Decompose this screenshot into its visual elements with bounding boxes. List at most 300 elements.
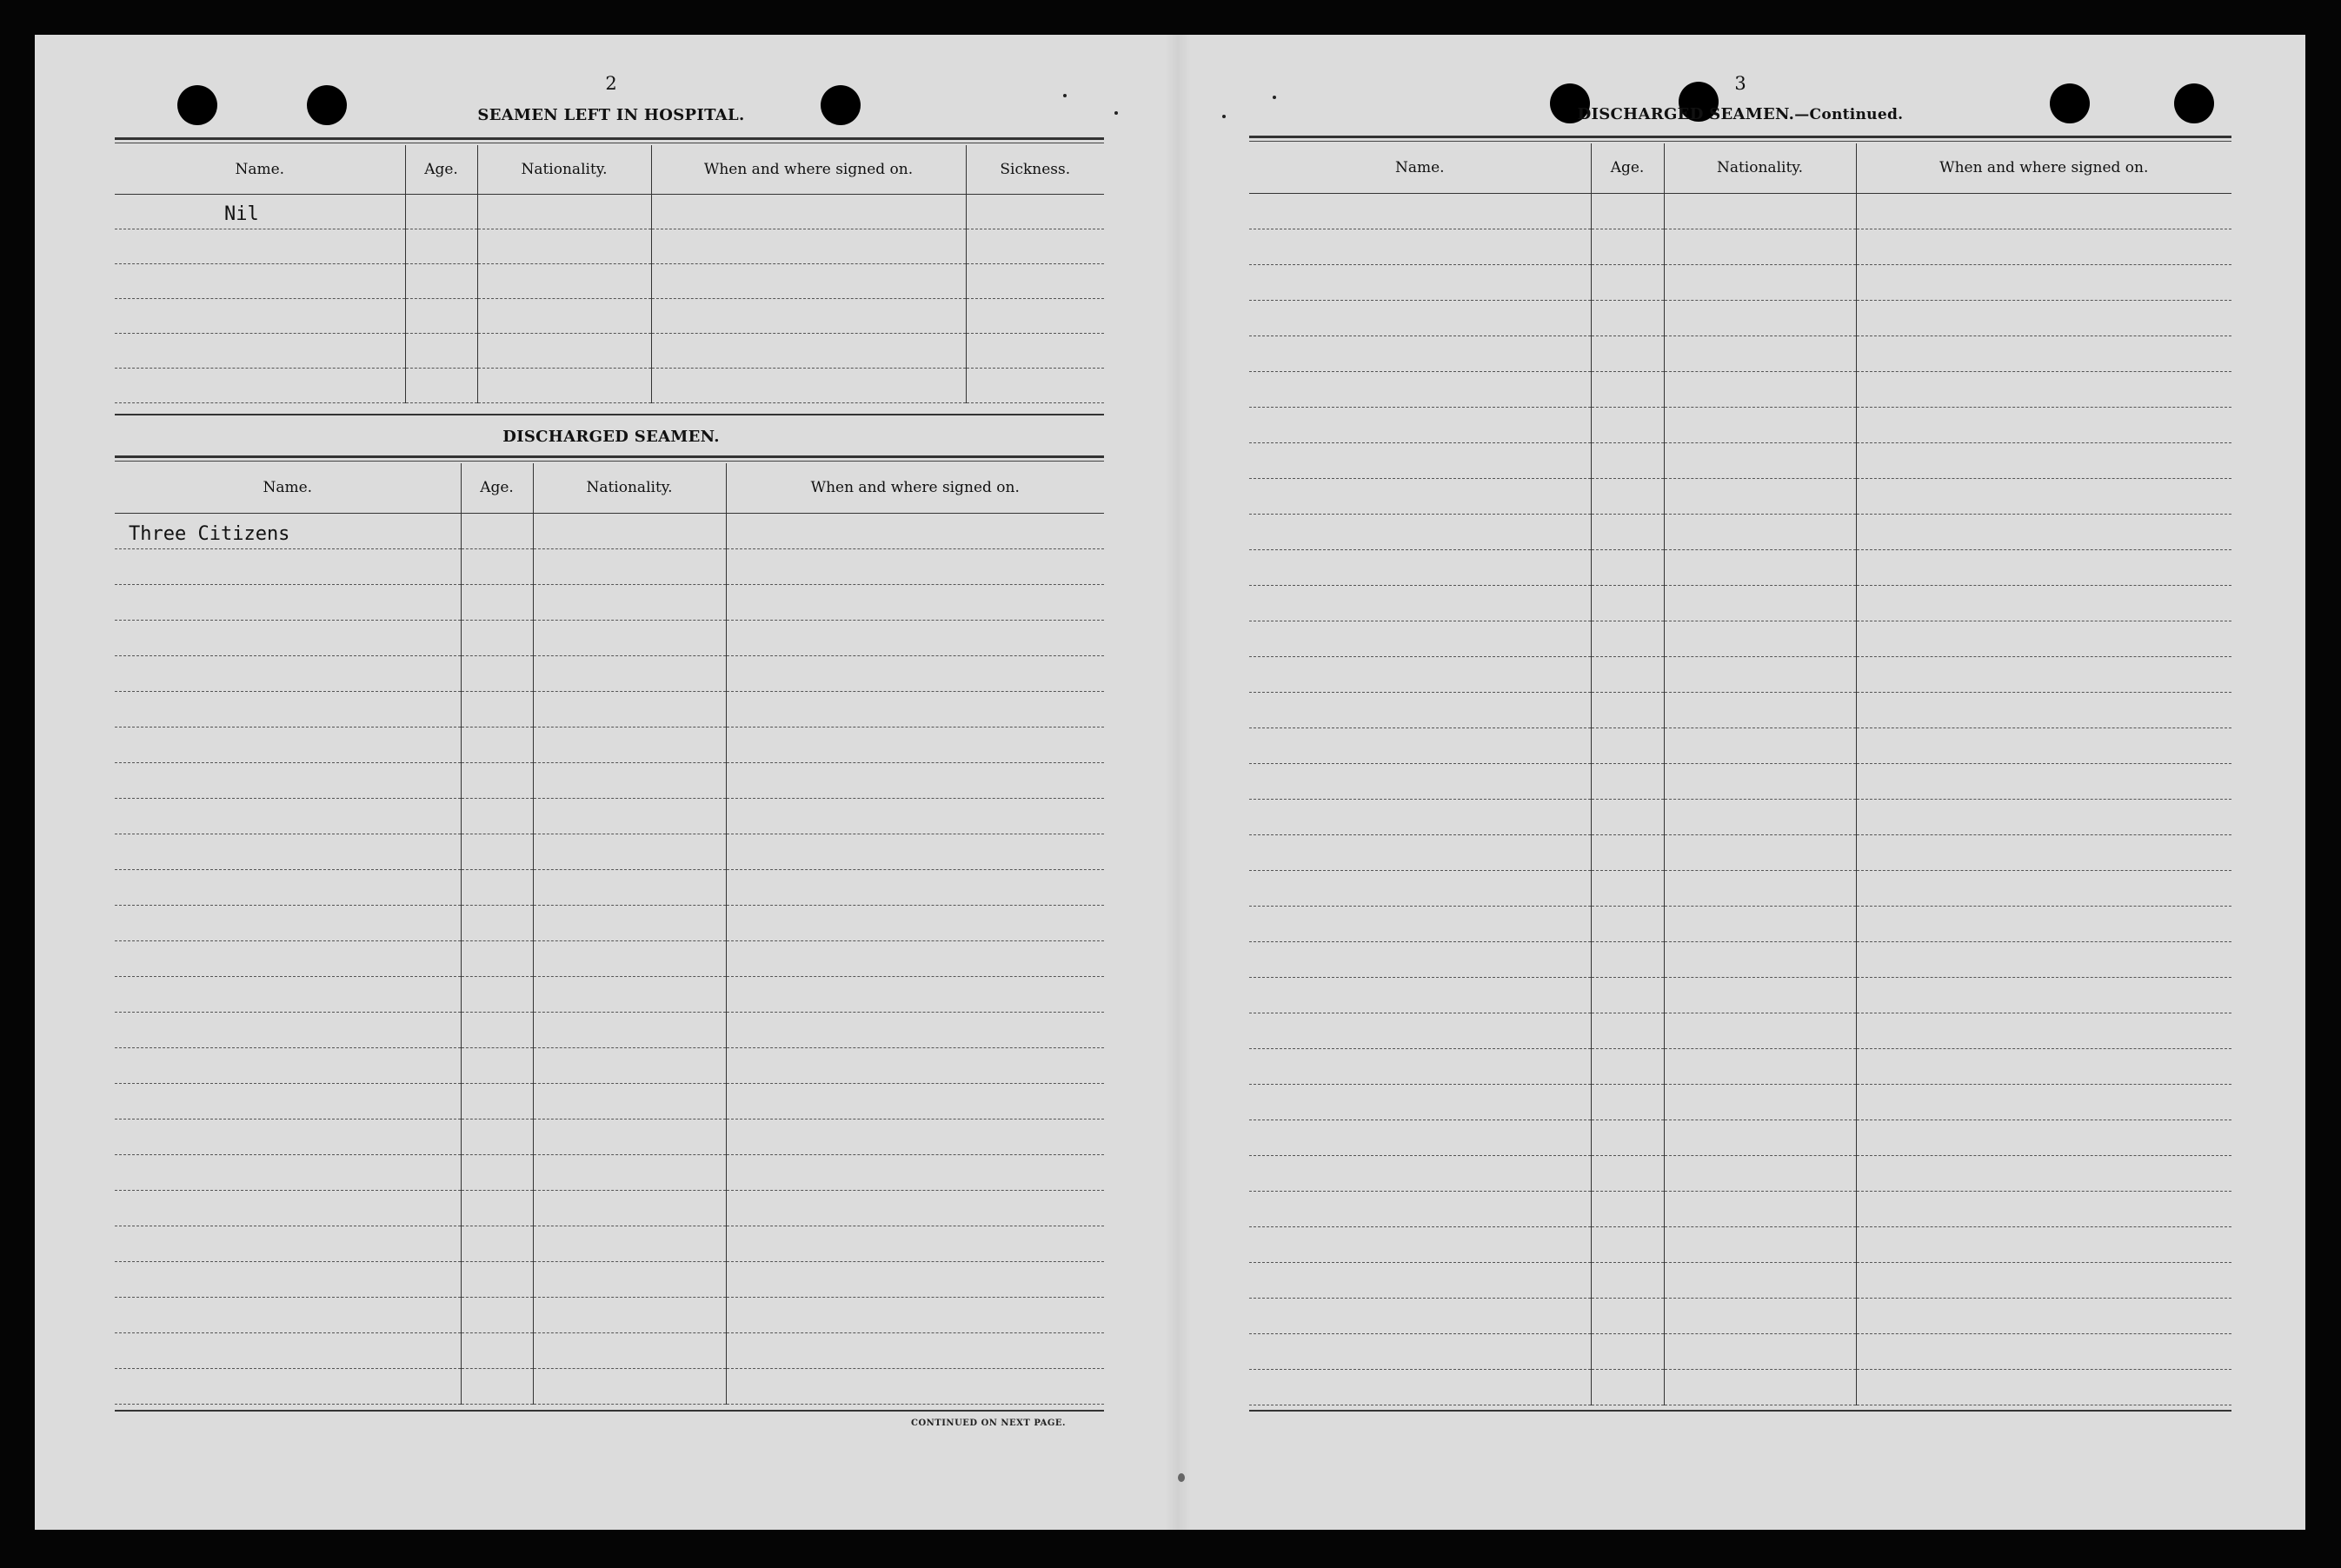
table-row bbox=[115, 584, 1104, 620]
table-cell bbox=[1249, 656, 1591, 692]
table-cell bbox=[477, 368, 651, 402]
table-row bbox=[115, 655, 1104, 691]
table-cell bbox=[115, 548, 461, 584]
column-header: Age. bbox=[1591, 143, 1664, 193]
table-cell bbox=[726, 1119, 1104, 1154]
table-cell bbox=[461, 1332, 533, 1368]
table-cell bbox=[115, 333, 405, 368]
table-cell bbox=[115, 834, 461, 869]
table-cell bbox=[533, 584, 726, 620]
column-header: Name. bbox=[115, 463, 461, 513]
table-cell bbox=[533, 513, 726, 548]
table-cell bbox=[1249, 1155, 1591, 1191]
punch-hole bbox=[2174, 83, 2214, 123]
table-cell bbox=[405, 229, 477, 263]
table-row bbox=[115, 1154, 1104, 1190]
page-number-left: 2 bbox=[605, 73, 617, 94]
table-cell bbox=[1856, 1369, 2231, 1405]
table-cell bbox=[461, 1226, 533, 1261]
table-cell bbox=[1664, 870, 1856, 906]
table-row bbox=[115, 620, 1104, 655]
table-cell bbox=[726, 905, 1104, 940]
table-cell bbox=[1591, 264, 1664, 300]
table-cell bbox=[651, 263, 966, 298]
table-row bbox=[115, 298, 1104, 333]
discharged-table bbox=[115, 463, 1104, 1405]
table-cell bbox=[1591, 585, 1664, 621]
table-cell bbox=[461, 1012, 533, 1047]
table-cell bbox=[1591, 549, 1664, 585]
table-cell bbox=[477, 298, 651, 333]
table-cell bbox=[1664, 193, 1856, 229]
table-cell bbox=[1249, 1191, 1591, 1226]
table-cell bbox=[1664, 1226, 1856, 1262]
table-cell bbox=[1856, 514, 2231, 549]
table-row bbox=[115, 263, 1104, 298]
table-row bbox=[1249, 229, 2231, 264]
table-cell bbox=[1664, 407, 1856, 442]
table-row bbox=[115, 1332, 1104, 1368]
table-cell bbox=[533, 1261, 726, 1297]
table-cell bbox=[115, 1012, 461, 1047]
table-cell bbox=[461, 1368, 533, 1404]
table-cell bbox=[651, 368, 966, 402]
table-cell bbox=[726, 620, 1104, 655]
table-cell bbox=[115, 727, 461, 762]
table-cell bbox=[1856, 834, 2231, 870]
table-cell bbox=[1664, 799, 1856, 834]
table-cell bbox=[115, 584, 461, 620]
table-row bbox=[1249, 407, 2231, 442]
table-cell bbox=[115, 620, 461, 655]
table-row bbox=[1249, 371, 2231, 407]
table-row bbox=[115, 1190, 1104, 1226]
table-cell bbox=[461, 727, 533, 762]
punch-hole bbox=[177, 85, 217, 125]
top-rule-right-thin bbox=[1249, 141, 2231, 142]
right-section-title bbox=[1578, 105, 1904, 123]
table-cell bbox=[1249, 799, 1591, 834]
table-cell bbox=[1249, 1262, 1591, 1298]
table-cell bbox=[1664, 1155, 1856, 1191]
table-cell bbox=[1591, 229, 1664, 264]
table-cell bbox=[966, 298, 1104, 333]
table-cell bbox=[533, 1190, 726, 1226]
table-cell bbox=[1856, 1048, 2231, 1084]
table-row bbox=[115, 1261, 1104, 1297]
table-row bbox=[1249, 763, 2231, 799]
table-cell bbox=[1591, 799, 1664, 834]
table-cell bbox=[1664, 300, 1856, 336]
table-cell bbox=[1856, 1298, 2231, 1333]
table-cell bbox=[1856, 1262, 2231, 1298]
table-cell bbox=[1856, 977, 2231, 1013]
table-cell bbox=[1664, 1120, 1856, 1155]
table-cell bbox=[461, 1261, 533, 1297]
table-cell bbox=[1249, 728, 1591, 763]
hospital-bottom-rule bbox=[115, 414, 1104, 415]
table-cell bbox=[477, 333, 651, 368]
table-cell bbox=[726, 1261, 1104, 1297]
table-row bbox=[1249, 1084, 2231, 1120]
table-row bbox=[115, 798, 1104, 834]
table-cell bbox=[1591, 1298, 1664, 1333]
table-cell bbox=[1249, 692, 1591, 728]
table-cell bbox=[1249, 1048, 1591, 1084]
table-cell bbox=[461, 548, 533, 584]
table-cell bbox=[115, 940, 461, 976]
table-cell bbox=[726, 1083, 1104, 1119]
table-cell bbox=[1664, 1013, 1856, 1048]
table-cell bbox=[1664, 1333, 1856, 1369]
table-row bbox=[115, 691, 1104, 727]
table-cell bbox=[1591, 300, 1664, 336]
table-row bbox=[1249, 728, 2231, 763]
table-cell bbox=[405, 263, 477, 298]
table-cell bbox=[1591, 941, 1664, 977]
page-fold bbox=[1165, 35, 1191, 1530]
table-row bbox=[1249, 264, 2231, 300]
column-header: Nationality. bbox=[1664, 143, 1856, 193]
table-cell bbox=[477, 263, 651, 298]
table-cell bbox=[726, 513, 1104, 548]
table-cell bbox=[1591, 977, 1664, 1013]
table-cell bbox=[461, 976, 533, 1012]
table-cell bbox=[1591, 1013, 1664, 1048]
table-cell bbox=[966, 368, 1104, 402]
speck bbox=[1222, 115, 1226, 118]
table-cell bbox=[115, 976, 461, 1012]
table-cell bbox=[1664, 621, 1856, 656]
table-cell bbox=[533, 1083, 726, 1119]
table-cell bbox=[1591, 834, 1664, 870]
table-cell bbox=[1249, 478, 1591, 514]
table-cell bbox=[726, 1154, 1104, 1190]
table-cell bbox=[115, 905, 461, 940]
table-row bbox=[1249, 799, 2231, 834]
table-cell bbox=[1664, 941, 1856, 977]
table-row bbox=[1249, 1120, 2231, 1155]
table-cell bbox=[726, 1190, 1104, 1226]
table-cell bbox=[1249, 1226, 1591, 1262]
table-cell bbox=[726, 798, 1104, 834]
table-cell bbox=[1856, 1120, 2231, 1155]
table-cell bbox=[1664, 763, 1856, 799]
table-cell bbox=[533, 834, 726, 869]
left-bottom-rule bbox=[115, 1410, 1104, 1412]
table-cell bbox=[461, 1297, 533, 1332]
column-header: Name. bbox=[1249, 143, 1591, 193]
top-rule-right bbox=[1249, 136, 2231, 138]
table-cell bbox=[533, 1226, 726, 1261]
table-row bbox=[1249, 1048, 2231, 1084]
table-row bbox=[1249, 1155, 2231, 1191]
table-row bbox=[1249, 478, 2231, 514]
top-rule-left bbox=[115, 137, 1104, 140]
table-cell bbox=[1856, 336, 2231, 371]
table-row bbox=[115, 1297, 1104, 1332]
table-cell bbox=[1591, 870, 1664, 906]
right-title-text: DISCHARGED SEAMEN. bbox=[1577, 105, 1795, 123]
column-header: Name. bbox=[115, 145, 405, 194]
table-cell bbox=[1664, 977, 1856, 1013]
table-cell bbox=[1856, 941, 2231, 977]
table-cell bbox=[533, 940, 726, 976]
table-cell bbox=[726, 1047, 1104, 1083]
table-cell bbox=[1591, 906, 1664, 941]
column-header: When and where signed on. bbox=[1856, 143, 2231, 193]
table-cell bbox=[651, 229, 966, 263]
table-cell bbox=[477, 229, 651, 263]
table-cell bbox=[461, 513, 533, 548]
table-cell bbox=[966, 263, 1104, 298]
table-cell bbox=[1249, 1369, 1591, 1405]
table-cell bbox=[115, 298, 405, 333]
table-cell bbox=[533, 548, 726, 584]
table-cell bbox=[115, 869, 461, 905]
table-cell bbox=[461, 691, 533, 727]
table-cell bbox=[726, 727, 1104, 762]
table-cell bbox=[1249, 621, 1591, 656]
table-cell bbox=[1856, 585, 2231, 621]
table-cell bbox=[1856, 371, 2231, 407]
table-row bbox=[1249, 549, 2231, 585]
right-discharged-table bbox=[1249, 143, 2231, 1405]
table-cell bbox=[405, 368, 477, 402]
table-cell bbox=[1249, 1084, 1591, 1120]
table-cell bbox=[115, 1261, 461, 1297]
right-title-suffix: —Continued. bbox=[1794, 106, 1904, 123]
table-cell bbox=[1249, 941, 1591, 977]
table-cell bbox=[1591, 1084, 1664, 1120]
table-row bbox=[115, 1226, 1104, 1261]
column-header: When and where signed on. bbox=[651, 145, 966, 194]
table-cell bbox=[405, 194, 477, 229]
continued-note: CONTINUED ON NEXT PAGE. bbox=[911, 1419, 1067, 1428]
table-cell bbox=[1591, 371, 1664, 407]
table-row bbox=[1249, 941, 2231, 977]
table-cell bbox=[1664, 1084, 1856, 1120]
table-cell bbox=[1856, 656, 2231, 692]
column-header: Nationality. bbox=[533, 463, 726, 513]
table-row bbox=[1249, 1191, 2231, 1226]
table-cell bbox=[405, 298, 477, 333]
table-cell bbox=[1249, 264, 1591, 300]
table-cell bbox=[115, 229, 405, 263]
table-cell bbox=[1249, 763, 1591, 799]
table-cell bbox=[533, 655, 726, 691]
table-cell bbox=[1249, 906, 1591, 941]
table-row bbox=[1249, 585, 2231, 621]
table-cell bbox=[726, 940, 1104, 976]
table-cell bbox=[1664, 264, 1856, 300]
table-cell bbox=[533, 1368, 726, 1404]
table-cell bbox=[1591, 763, 1664, 799]
table-cell bbox=[461, 905, 533, 940]
table-cell bbox=[533, 762, 726, 798]
table-cell bbox=[533, 620, 726, 655]
table-cell bbox=[1856, 1191, 2231, 1226]
table-cell bbox=[1591, 514, 1664, 549]
table-cell bbox=[1856, 264, 2231, 300]
discharged-section-title: DISCHARGED SEAMEN. bbox=[502, 428, 720, 446]
table-cell bbox=[1856, 478, 2231, 514]
table-cell bbox=[1856, 1226, 2231, 1262]
table-cell bbox=[1664, 478, 1856, 514]
table-cell bbox=[1856, 799, 2231, 834]
table-cell bbox=[461, 1083, 533, 1119]
table-cell bbox=[1664, 1048, 1856, 1084]
table-cell bbox=[1664, 692, 1856, 728]
table-row bbox=[1249, 193, 2231, 229]
table-cell bbox=[1591, 1120, 1664, 1155]
table-cell bbox=[726, 691, 1104, 727]
table-cell bbox=[115, 655, 461, 691]
table-cell bbox=[1249, 1333, 1591, 1369]
table-cell bbox=[726, 1332, 1104, 1368]
table-row bbox=[115, 333, 1104, 368]
table-cell bbox=[1249, 442, 1591, 478]
table-cell bbox=[1249, 977, 1591, 1013]
document-sheet bbox=[35, 35, 2305, 1530]
table-row bbox=[115, 194, 1104, 229]
table-cell bbox=[1856, 300, 2231, 336]
table-row bbox=[115, 976, 1104, 1012]
table-cell bbox=[1856, 621, 2231, 656]
table-cell bbox=[1856, 1084, 2231, 1120]
table-row bbox=[1249, 656, 2231, 692]
table-cell bbox=[1856, 1155, 2231, 1191]
column-header: Sickness. bbox=[966, 145, 1104, 194]
table-cell bbox=[115, 762, 461, 798]
table-cell bbox=[477, 194, 651, 229]
table-cell bbox=[461, 762, 533, 798]
table-cell bbox=[966, 229, 1104, 263]
table-cell bbox=[1591, 1191, 1664, 1226]
table-cell bbox=[1249, 336, 1591, 371]
table-cell bbox=[726, 976, 1104, 1012]
table-row bbox=[115, 1047, 1104, 1083]
table-cell bbox=[1591, 478, 1664, 514]
table-cell bbox=[461, 940, 533, 976]
table-cell bbox=[461, 1119, 533, 1154]
table-cell bbox=[726, 584, 1104, 620]
table-row bbox=[115, 869, 1104, 905]
table-cell bbox=[1664, 1191, 1856, 1226]
right-bottom-rule bbox=[1249, 1410, 2231, 1412]
table-cell bbox=[1249, 371, 1591, 407]
table-cell bbox=[115, 368, 405, 402]
table-cell bbox=[726, 1368, 1104, 1404]
speck bbox=[1114, 111, 1118, 115]
table-cell bbox=[115, 798, 461, 834]
table-cell bbox=[1591, 407, 1664, 442]
hospital-section-title: SEAMEN LEFT IN HOSPITAL. bbox=[477, 106, 745, 124]
table-cell bbox=[1664, 371, 1856, 407]
table-cell bbox=[533, 1119, 726, 1154]
table-cell bbox=[1664, 229, 1856, 264]
table-cell bbox=[726, 869, 1104, 905]
table-cell bbox=[1664, 336, 1856, 371]
table-cell bbox=[533, 905, 726, 940]
table-cell bbox=[1591, 692, 1664, 728]
table-cell bbox=[1591, 442, 1664, 478]
table-cell bbox=[115, 1332, 461, 1368]
table-cell bbox=[115, 1297, 461, 1332]
table-row bbox=[1249, 1298, 2231, 1333]
table-cell bbox=[405, 333, 477, 368]
table-row bbox=[1249, 906, 2231, 941]
table-cell bbox=[1856, 193, 2231, 229]
table-row bbox=[115, 940, 1104, 976]
table-cell bbox=[1856, 442, 2231, 478]
table-cell bbox=[726, 1226, 1104, 1261]
table-cell bbox=[1249, 585, 1591, 621]
table-cell bbox=[1856, 229, 2231, 264]
table-cell bbox=[651, 333, 966, 368]
column-header: When and where signed on. bbox=[726, 463, 1104, 513]
table-cell bbox=[1249, 549, 1591, 585]
table-cell bbox=[966, 333, 1104, 368]
table-cell bbox=[533, 727, 726, 762]
table-cell bbox=[1856, 407, 2231, 442]
table-cell: Three Citizens bbox=[115, 513, 461, 548]
table-cell bbox=[1856, 1333, 2231, 1369]
table-cell bbox=[1591, 1369, 1664, 1405]
table-row bbox=[115, 548, 1104, 584]
table-cell bbox=[1591, 193, 1664, 229]
table-cell bbox=[1591, 1048, 1664, 1084]
table-cell bbox=[1591, 728, 1664, 763]
table-row bbox=[1249, 1369, 2231, 1405]
table-cell bbox=[1856, 728, 2231, 763]
table-cell bbox=[726, 834, 1104, 869]
column-header: Nationality. bbox=[477, 145, 651, 194]
punch-hole bbox=[821, 85, 861, 125]
speck bbox=[1063, 94, 1067, 97]
column-header: Age. bbox=[461, 463, 533, 513]
table-row bbox=[1249, 300, 2231, 336]
table-row bbox=[1249, 442, 2231, 478]
table-cell bbox=[1856, 870, 2231, 906]
table-row bbox=[115, 1083, 1104, 1119]
table-cell bbox=[1664, 1369, 1856, 1405]
table-cell bbox=[533, 1047, 726, 1083]
table-row bbox=[1249, 1262, 2231, 1298]
table-cell bbox=[1249, 407, 1591, 442]
table-cell bbox=[461, 1047, 533, 1083]
table-cell bbox=[1591, 621, 1664, 656]
table-row bbox=[115, 1012, 1104, 1047]
table-cell bbox=[461, 834, 533, 869]
table-cell bbox=[1664, 728, 1856, 763]
table-cell bbox=[1856, 549, 2231, 585]
discharged-top-rule bbox=[115, 455, 1104, 458]
table-cell bbox=[1249, 514, 1591, 549]
table-cell bbox=[1664, 514, 1856, 549]
table-row bbox=[1249, 514, 2231, 549]
table-cell bbox=[1591, 336, 1664, 371]
table-cell bbox=[1591, 1226, 1664, 1262]
table-cell bbox=[726, 1012, 1104, 1047]
table-row bbox=[115, 513, 1104, 548]
table-row bbox=[1249, 336, 2231, 371]
table-row bbox=[1249, 1013, 2231, 1048]
table-row bbox=[115, 762, 1104, 798]
discharged-top-rule-thin bbox=[115, 461, 1104, 462]
table-cell bbox=[461, 798, 533, 834]
table-cell bbox=[115, 263, 405, 298]
